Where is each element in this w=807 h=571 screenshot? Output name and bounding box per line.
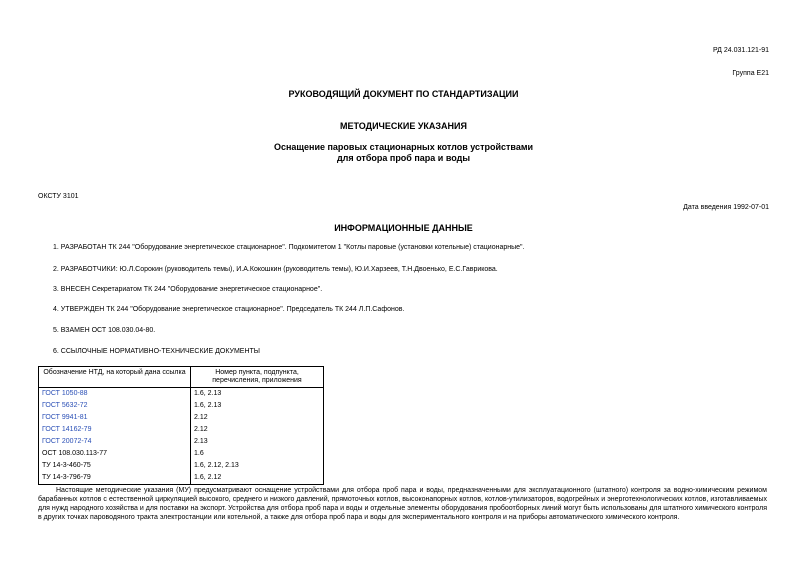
doc-title-line-1: Оснащение паровых стационарных котлов устройствами (273, 142, 534, 152)
doc-title-line-2: для отбора проб пара и воды (336, 153, 471, 163)
table-cell: ТУ 14-3-460-75 (39, 460, 191, 472)
info-item-5: 5. ВЗАМЕН ОСТ 108.030.04-80. (53, 327, 156, 334)
table-row (39, 460, 324, 472)
table-row (39, 436, 324, 448)
info-item-1: 1. РАЗРАБОТАН ТК 244 "Оборудование энергетическое стационарное". Подкомитетом 1 "Котлы паровые (установки котельные) стационарные". (53, 244, 525, 251)
table-row (39, 472, 324, 485)
table-cell-link[interactable]: ГОСТ 9941-81 (39, 412, 191, 424)
main-title: РУКОВОДЯЩИЙ ДОКУМЕНТ ПО СТАНДАРТИЗАЦИИ (288, 89, 519, 99)
table-cell-link[interactable]: ГОСТ 14162-79 (39, 424, 191, 436)
okstu-code: ОКСТУ 3101 (38, 193, 79, 200)
table-header-clause: Номер пункта, подпункта, перечисления, приложения (191, 367, 324, 388)
table-cell: 1.6, 2.12 (191, 472, 324, 485)
table-row (39, 388, 324, 401)
subtitle: МЕТОДИЧЕСКИЕ УКАЗАНИЯ (340, 121, 467, 131)
table-row (39, 400, 324, 412)
reference-table (38, 366, 324, 485)
info-item-4: 4. УТВЕРЖДЕН ТК 244 "Оборудование энергетическое стационарное". Председатель ТК 244 Л.П.Сафонов. (53, 306, 405, 313)
table-row (39, 424, 324, 436)
table-cell-link[interactable]: ГОСТ 5632-72 (39, 400, 191, 412)
info-item-2: 2. РАЗРАБОТЧИКИ: Ю.Л.Сорокин (руководитель темы), И.А.Кокошкин (руководитель темы), Ю.И.Харзеев, Т.Н.Двоенько, Е.С.Гаврикова. (53, 266, 498, 273)
table-cell: 1.6, 2.12, 2.13 (191, 460, 324, 472)
table-cell: 1.6, 2.13 (191, 400, 324, 412)
table-row (39, 448, 324, 460)
table-cell-link[interactable]: ГОСТ 1050-88 (39, 388, 191, 401)
doc-code: РД 24.031.121-91 (712, 47, 769, 54)
table-header-designation: Обозначение НТД, на который дана ссылка (39, 367, 191, 388)
table-cell: ОСТ 108.030.113-77 (39, 448, 191, 460)
table-cell: 2.13 (191, 436, 324, 448)
table-cell: 2.12 (191, 412, 324, 424)
body-paragraph: Настоящие методические указания (МУ) предусматривают оснащение устройствами для отбора проб пара и воды, предназначенными для эксплуатационного (штатного) контроля за водно-химическим режимом барабанных котлов с естественной циркуляцией высокого, среднего и низкого давлений, прямоточных котлов, высоконапорных котлов, котлов-утилизаторов, водогрейных и энерготехнологических котлов, изготавливаемых для нужд народного хозяйства и для поставки на экспорт. Устройства для отбора проб пара и воды и отдельные элементы оборудования пробоотборных линий могут быть использованы для штатного химического контроля в других точках пароводяного тракта электростанции или котельной, а также для отбора проб пара и воды для экспериментального контроля и на приборы автоматического химического контроля. (38, 487, 767, 521)
table-header-row (39, 367, 324, 388)
table-cell: ТУ 14-3-796-79 (39, 472, 191, 485)
table-cell-link[interactable]: ГОСТ 20072-74 (39, 436, 191, 448)
info-item-3: 3. ВНЕСЕН Секретариатом ТК 244 "Оборудование энергетическое стационарное". (53, 286, 323, 293)
table-cell: 2.12 (191, 424, 324, 436)
doc-title (0, 142, 807, 164)
table-cell: 1.6 (191, 448, 324, 460)
table-cell: 1.6, 2.13 (191, 388, 324, 401)
table-row (39, 412, 324, 424)
doc-group: Группа Е21 (732, 70, 769, 77)
info-item-6: 6. ССЫЛОЧНЫЕ НОРМАТИВНО-ТЕХНИЧЕСКИЕ ДОКУМЕНТЫ (53, 348, 260, 355)
info-title: ИНФОРМАЦИОННЫЕ ДАННЫЕ (334, 223, 473, 233)
intro-date: Дата введения 1992-07-01 (683, 204, 769, 211)
